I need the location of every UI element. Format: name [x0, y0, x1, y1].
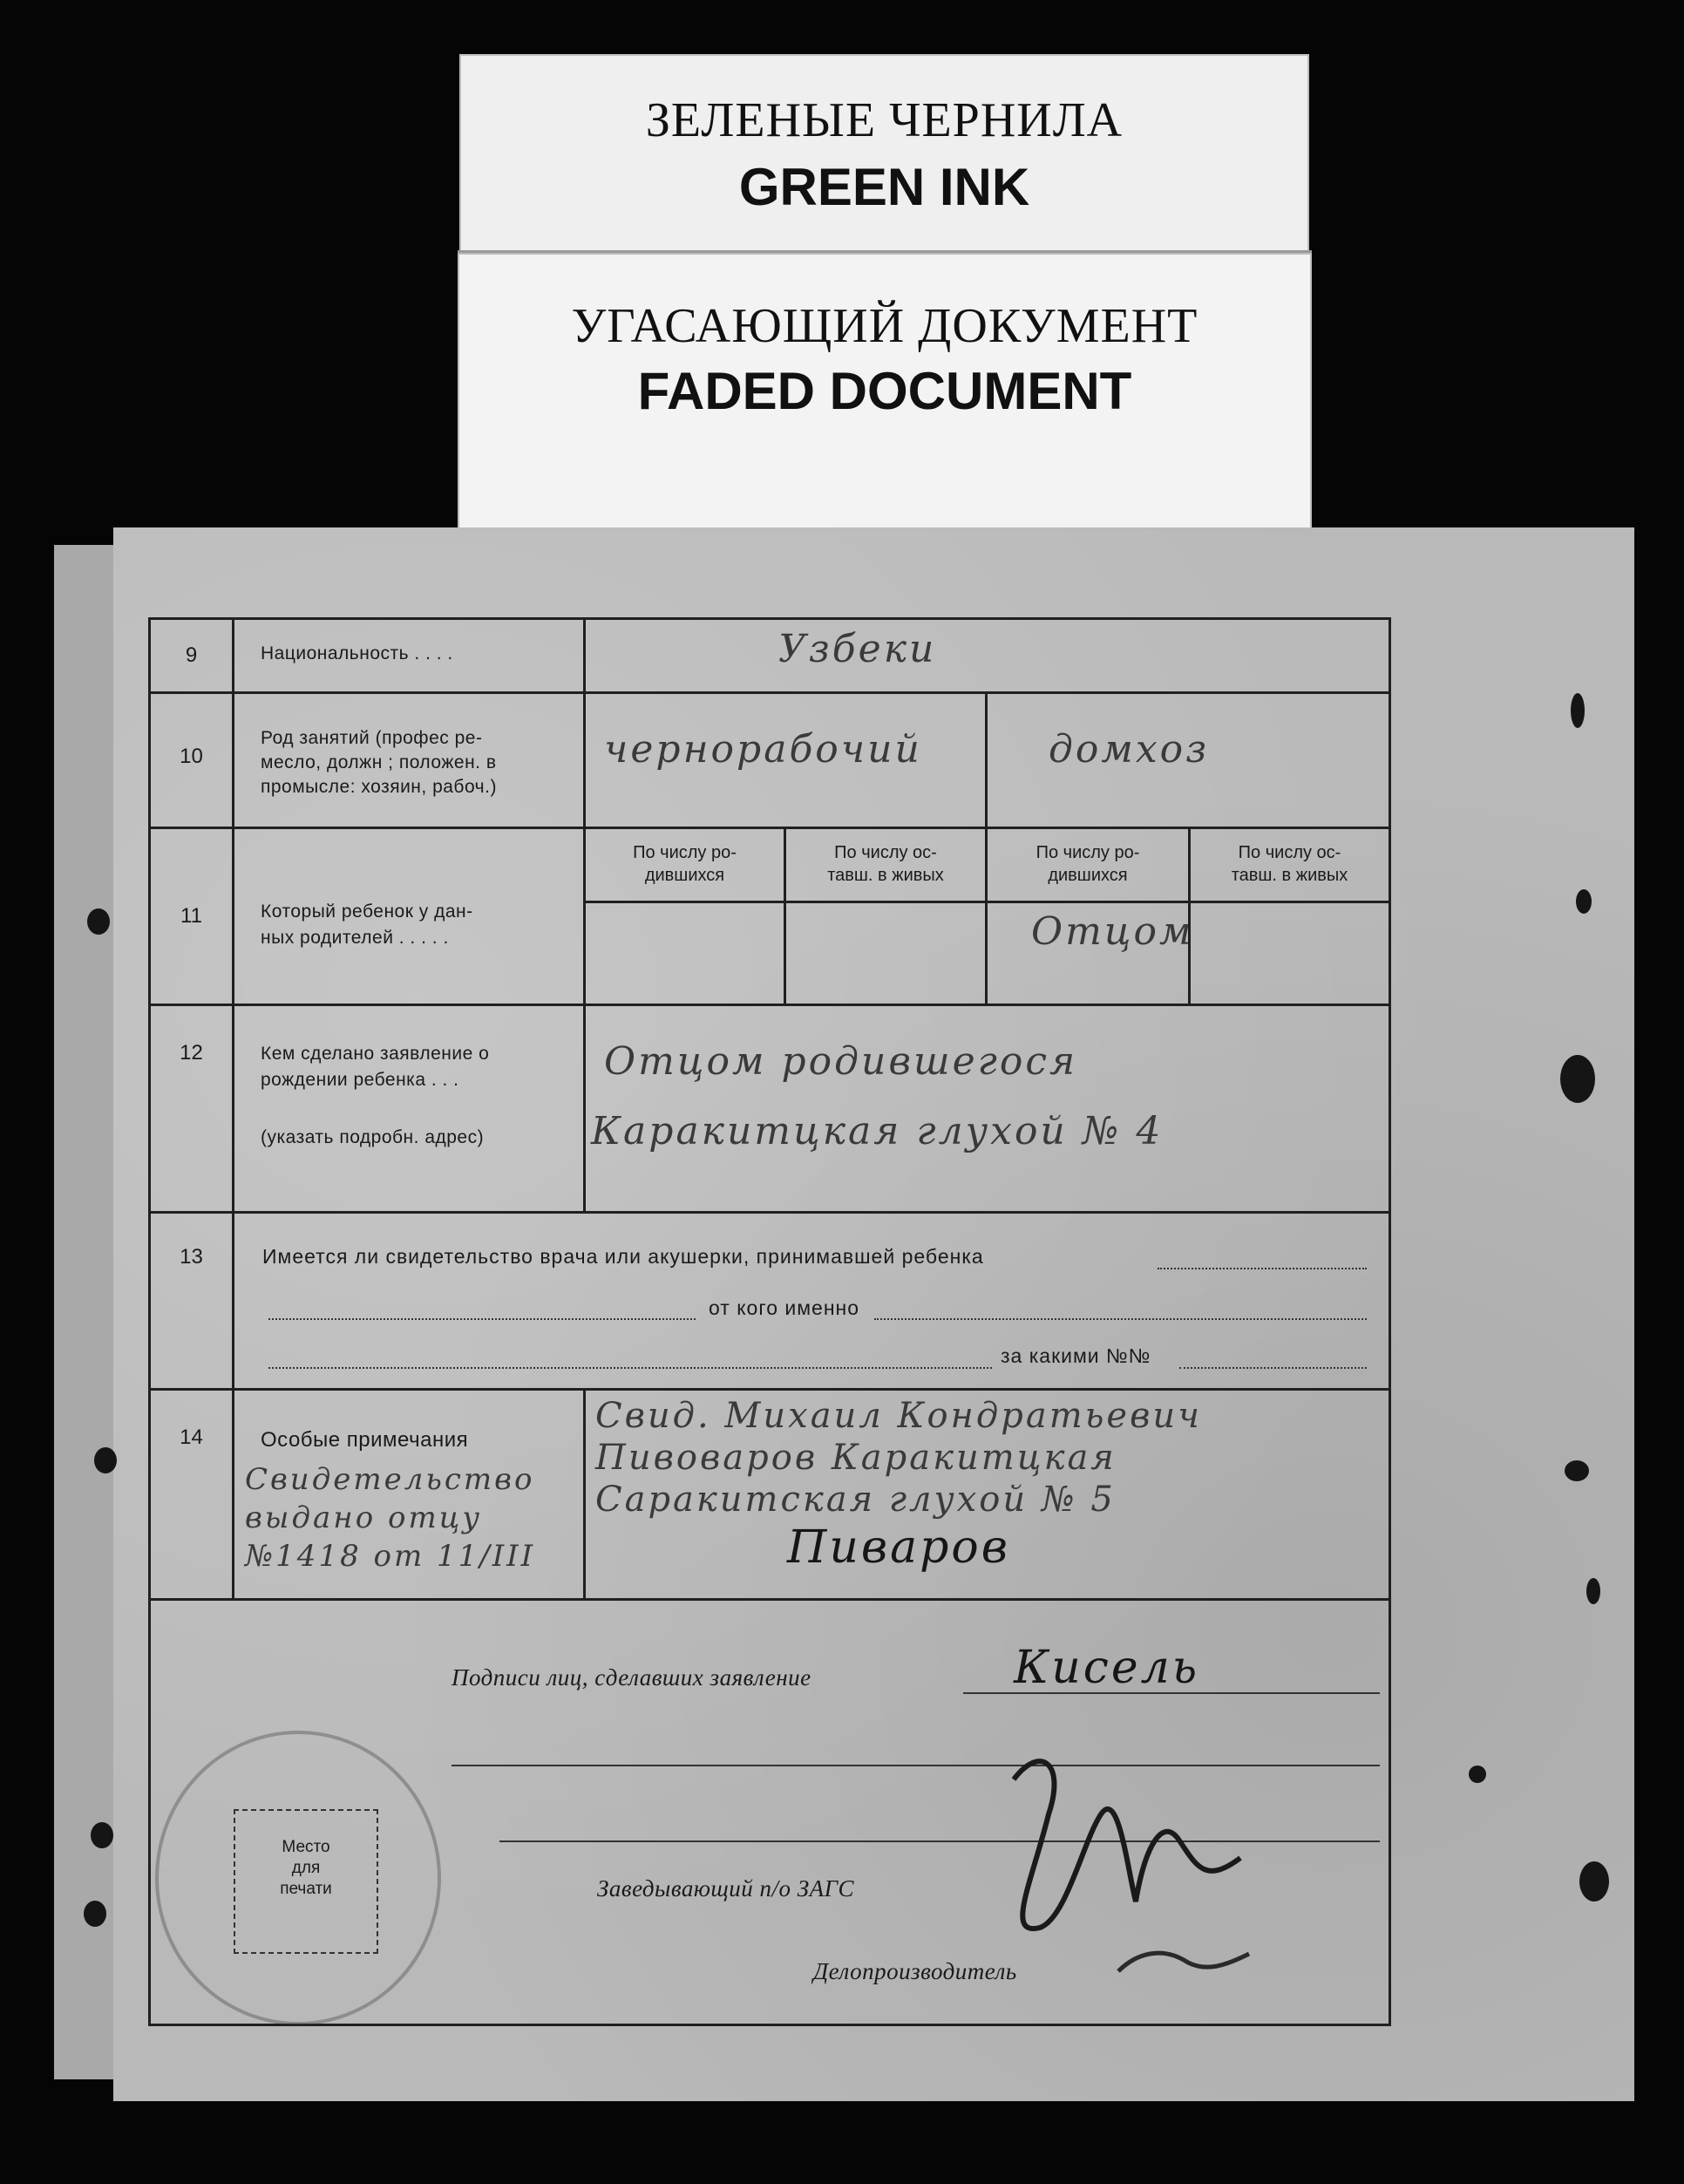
occupation-label-2: месло, должн ; положен. в: [261, 752, 497, 772]
clerk-label: Делопроизводитель: [813, 1958, 1017, 1984]
certificate-numbers: за какими №№: [1001, 1344, 1151, 1367]
col2-line1: По числу ос-: [834, 843, 937, 862]
special-notes-label: Особые примечания: [261, 1428, 469, 1452]
binder-hole-2: [94, 1447, 117, 1473]
row-occupation: [151, 694, 1389, 829]
row-nationality: [151, 620, 1389, 694]
declarant-label-2: рождении ребенка . . .: [261, 1070, 459, 1090]
stamp-place-line3: печати: [280, 1880, 332, 1898]
binder-hole-4: [84, 1901, 106, 1927]
declarant-value-1: Отцом родившегося: [604, 1039, 1078, 1084]
col3-line2: дившихся: [1048, 866, 1128, 885]
occupation-label-1: Род занятий (профес ре-: [261, 728, 483, 748]
col4-line2: тавш. в живых: [1231, 866, 1348, 885]
col2-line2: тавш. в живых: [827, 866, 944, 885]
stamp-place-line2: для: [291, 1859, 321, 1877]
row-number: 13: [180, 1245, 203, 1269]
declarant-label-1: Кем сделано заявление о: [261, 1044, 490, 1064]
binder-hole-1: [87, 908, 110, 935]
binder-hole-3: [91, 1822, 113, 1848]
declarant-value-2: Каракитцкая глухой № 4: [591, 1109, 1164, 1153]
row-medical-certificate: [151, 1214, 1389, 1391]
special-notes-left-2: выдано отцу: [245, 1500, 483, 1535]
child-order-value: Отцом: [1031, 909, 1194, 954]
green-ink-label-ru: ЗЕЛЕНЫЕ ЧЕРНИЛА: [645, 93, 1124, 147]
zags-head-signature: [988, 1710, 1275, 1997]
child-order-label-2: ных родителей . . . . .: [261, 928, 449, 948]
zags-head-label: Заведывающий п/о ЗАГС: [597, 1875, 855, 1902]
certificate-from-whom: от кого именно: [709, 1296, 860, 1319]
row-number: 9: [185, 643, 198, 667]
special-notes-value-3: Саракитская глухой № 5: [595, 1480, 1116, 1520]
binder-hole-11: [1579, 1861, 1609, 1902]
special-notes-value-2: Пивоваров Каракитцкая: [595, 1438, 1117, 1478]
binder-hole-6: [1576, 889, 1592, 914]
special-notes-signature: Пиваров: [787, 1521, 1010, 1574]
stamp-place-line1: Место: [282, 1838, 330, 1856]
green-ink-label-card: [459, 54, 1309, 281]
col3-line1: По числу ро-: [1036, 843, 1140, 862]
special-notes-left-3: №1418 от 11/III: [245, 1539, 536, 1574]
col4-line1: По числу ос-: [1238, 843, 1341, 862]
child-order-label-1: Который ребенок у дан-: [261, 901, 473, 922]
row-number: 14: [180, 1425, 203, 1449]
row-child-order: [151, 829, 1389, 1006]
faded-document-label-card: [458, 250, 1312, 532]
binder-hole-8: [1565, 1460, 1589, 1481]
row-number: 12: [180, 1041, 203, 1065]
certificate-question: Имеется ли свидетельство врача или акушерки, принимавшей ребенка: [262, 1245, 984, 1268]
declarant-address-note: (указать подробн. адрес): [261, 1127, 485, 1147]
faded-document-label-ru: УГАСАЮЩИЙ ДОКУМЕНТ: [571, 299, 1198, 353]
col1-line1: По числу ро-: [633, 843, 737, 862]
special-notes-left-1: Свидетельство: [245, 1462, 535, 1497]
applicants-signature-label: Подписи лиц, сделавших заявление: [452, 1664, 811, 1691]
row-number: 11: [180, 904, 202, 928]
binder-hole-5: [1571, 693, 1585, 728]
faded-document-label-en: FADED DOCUMENT: [637, 362, 1132, 420]
occupation-label-3: промысле: хозяин, рабоч.): [261, 777, 497, 797]
applicants-signature: Кисель: [1014, 1642, 1200, 1694]
col1-line2: дившихся: [644, 866, 725, 885]
binder-hole-10: [1469, 1766, 1486, 1783]
row-declarant: [151, 1006, 1389, 1214]
stamp-place-box: [234, 1809, 378, 1954]
green-ink-label-en: GREEN INK: [738, 158, 1030, 216]
occupation-mother-value: домхоз: [1049, 727, 1210, 772]
binder-hole-7: [1560, 1055, 1595, 1103]
binder-hole-9: [1586, 1578, 1600, 1604]
special-notes-value-1: Свид. Михаил Кондратьевич: [595, 1396, 1202, 1436]
occupation-father-value: чернорабочий: [604, 727, 922, 772]
row-special-notes: [151, 1391, 1389, 1601]
nationality-label: Национальность . . . .: [261, 643, 453, 663]
row-number: 10: [180, 745, 203, 768]
nationality-value: Узбеки: [778, 627, 937, 671]
